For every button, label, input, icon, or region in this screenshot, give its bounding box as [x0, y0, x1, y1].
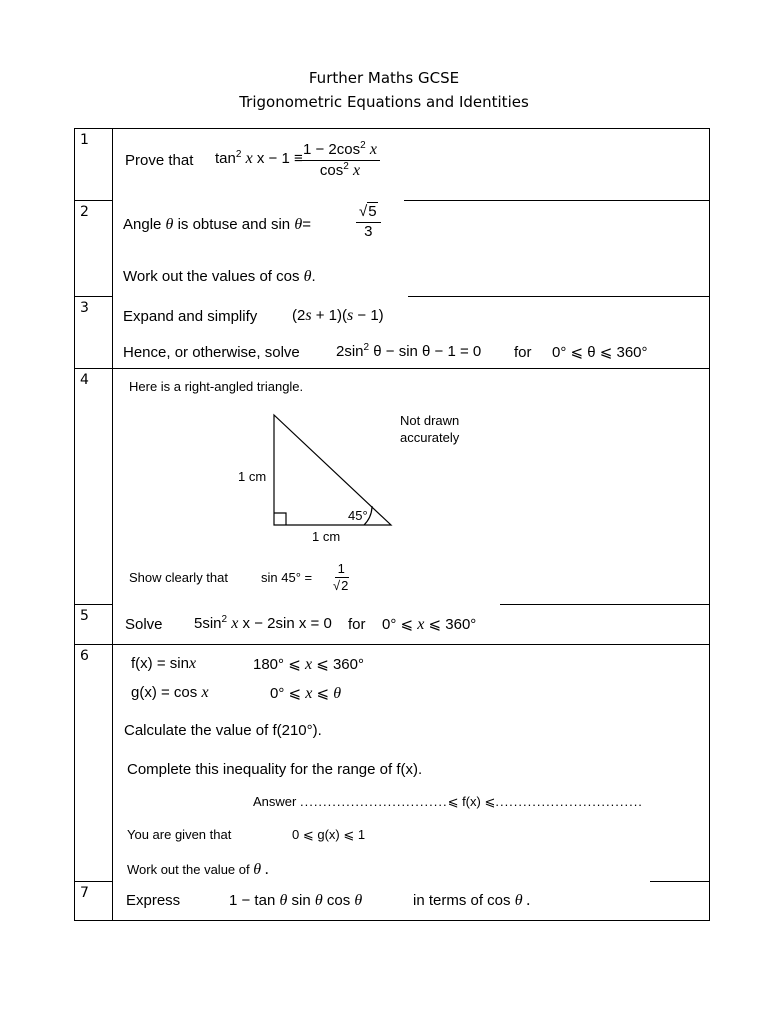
q2-line1: Angle θ is obtuse and sin θ=	[123, 216, 311, 233]
q4-note-line1: Not drawn	[400, 413, 460, 428]
q5-for: for	[348, 616, 366, 633]
q4-side-vertical: 1 cm	[238, 469, 267, 484]
q6-complete: Complete this inequality for the range of f(x).	[127, 761, 423, 778]
q4-intro: Here is a right-angled triangle.	[129, 379, 304, 394]
q4-fraction: $\frac{1}{√2}$	[333, 561, 349, 594]
q6-answer-line: Answer ................................⩽ f(x) ⩽................................	[253, 794, 643, 809]
q6-f-domain: 180° ⩽ x ⩽ 360°	[253, 656, 364, 673]
question-number-6: 6	[80, 648, 89, 664]
q6-calculate: Calculate the value of f(210°).	[124, 722, 322, 739]
q4-show: Show clearly that	[129, 570, 228, 585]
question-number-2: 2	[80, 204, 89, 220]
q1-prompt: Prove that	[125, 152, 194, 169]
q6-g-domain: 0° ⩽ x ⩽ θ	[270, 685, 342, 702]
q6-f-definition: f(x) = sinx	[131, 655, 197, 672]
q7-prompt: Express	[126, 892, 181, 909]
q6-given-inequality: 0 ⩽ g(x) ⩽ 1	[292, 827, 366, 842]
q5-range: 0° ⩽ x ⩽ 360°	[382, 616, 477, 633]
q1-fraction: $\frac{1 - 2\cos^2 x}{\cos^2 x}$	[300, 141, 380, 179]
q4-sin45: sin 45° =	[261, 570, 313, 585]
q3-line1: Expand and simplify	[123, 308, 258, 325]
q4-note-line2: accurately	[400, 430, 460, 445]
q3-for: for	[514, 344, 532, 361]
question-number-7: 7	[80, 885, 89, 901]
question-number-1: 1	[80, 132, 89, 148]
page-title: Further Maths GCSE	[308, 69, 460, 87]
q6-given: You are given that	[127, 827, 232, 842]
question-number-5: 5	[80, 608, 89, 624]
q3-range: 0° ⩽ θ ⩽ 360°	[552, 344, 648, 361]
question-number-4: 4	[80, 372, 89, 388]
q3-line2: Hence, or otherwise, solve	[123, 344, 300, 361]
page-subtitle: Trigonometric Equations and Identities	[239, 93, 529, 111]
q6-workout: Work out the value of θ .	[127, 861, 270, 878]
q3-expression: (2s + 1)(s − 1)	[292, 307, 384, 324]
q3-equation: $2\sin^2$ θ − sin θ − 1 = 0	[336, 342, 482, 360]
q5-prompt: Solve	[125, 616, 163, 633]
q7-terms: in terms of cos θ .	[413, 892, 531, 909]
q5-equation: $5\sin^2$ x x − 2sin x = 0	[194, 614, 332, 632]
q4-side-horizontal: 1 cm	[312, 529, 341, 544]
q2-fraction: $\frac{√5}{3}$	[356, 204, 381, 240]
q6-g-definition: g(x) = cos x	[131, 684, 209, 701]
q7-expression: 1 − tan θ sin θ cos θ	[229, 892, 363, 909]
q4-angle-label: 45°	[348, 508, 368, 523]
question-number-3: 3	[80, 300, 89, 316]
q2-line2: Work out the values of cos θ.	[123, 268, 316, 285]
q1-lhs: $\tan^2 x$ x − 1 ≡	[215, 149, 303, 167]
